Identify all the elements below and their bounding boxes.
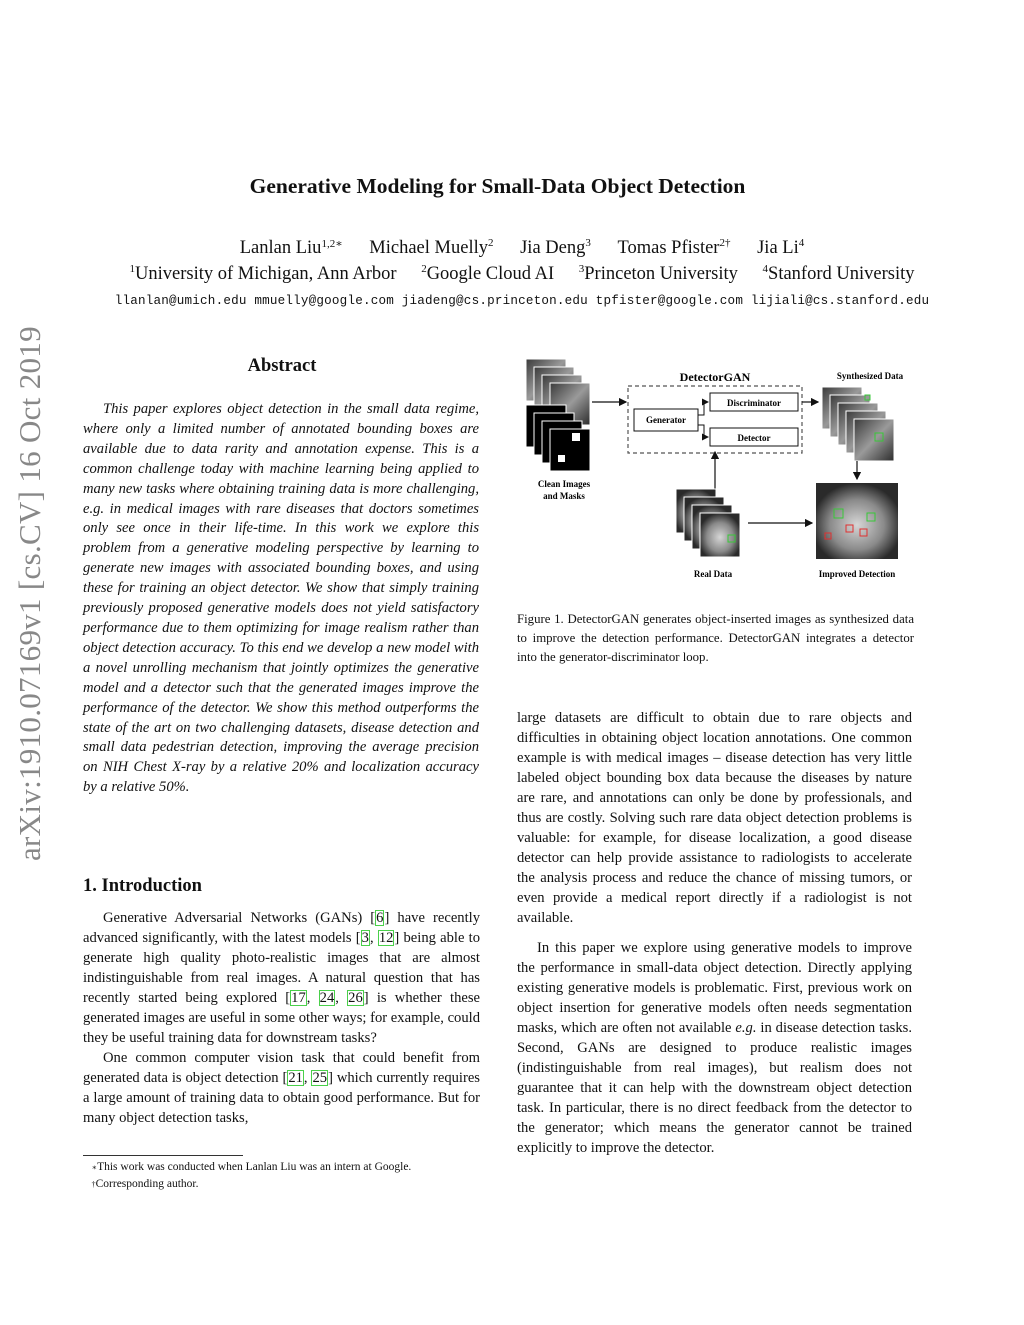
- citation-link[interactable]: 17: [291, 990, 306, 1006]
- flow-arrow: [698, 425, 708, 437]
- author: Jia Li$^4$: [757, 237, 805, 258]
- figure-label: Generator: [646, 415, 686, 425]
- figure-label: and Masks: [543, 491, 585, 501]
- footnote-divider: [83, 1155, 243, 1156]
- figure-caption: Figure 1. DetectorGAN generates object-inserted images as synthesized data to improve the detection performance. DetectorGAN integrates a detector into the generator-discriminator loop.: [517, 612, 914, 664]
- author: Jia Deng$^3$: [520, 237, 591, 258]
- section-heading: 1. Introduction: [83, 876, 202, 896]
- affiliation: $^1$University of Michigan, Ann Arbor: [129, 263, 397, 284]
- citation-link[interactable]: 25: [312, 1070, 328, 1086]
- paragraph: large datasets are difficult to obtain due to rare objects and difficulties in obtaining object location annotations. One common example is with medical images – disease detection has very little labeled object bounding box data because the diseases by nature are rare, and annotations can only be done by professionals, and thus are costly. Solving such rare data object detection problems is valuable: for example, for disease localization, a good disease detector can help provide assistance to radiologists to accelerate the analysis process and reduce the chance of missing tumors, or even provide a medical report directly if a radiologist is not available.: [517, 710, 912, 926]
- figure-label: Real Data: [693, 569, 733, 579]
- citation-link[interactable]: 26: [348, 990, 363, 1006]
- paragraph: One common computer vision task that could benefit from generated data is object detection [21, 25] which currently requires a large amount of training data to obtain good performance. But for many object detection tasks,: [83, 1050, 480, 1126]
- author: Tomas Pfister$^{2\dagger}$: [617, 237, 731, 258]
- figure-label: Discriminator: [727, 398, 781, 408]
- citation-link[interactable]: 24: [319, 990, 335, 1006]
- footnotes: [83, 1159, 503, 1193]
- flow-arrow: [698, 402, 708, 415]
- paragraph: Generative Adversarial Networks (GANs) [6] have recently advanced significantly, with the latest models [3, 12] being able to generate high quality photo-realistic images that are almost indistinguishable from real images. A natural question that has recently started being explored [17, 24, 26] is whether these generated images are useful in some other ways; for example, could they be useful training data for downstream tasks?: [83, 910, 481, 1046]
- footnote: †Corresponding author.: [91, 1178, 199, 1190]
- synthesized-images-stack: [822, 387, 894, 461]
- intro-body: [83, 908, 480, 1128]
- citation-link[interactable]: 12: [378, 930, 394, 946]
- figure-label: Synthesized Data: [836, 371, 904, 381]
- figure-detectorgan-diagram: [520, 355, 920, 595]
- footnote: ∗This work was conducted when Lanlan Liu was an intern at Google.: [91, 1161, 412, 1173]
- abstract-text: This paper explores object detection in the small data regime, where only a limited number of annotated bounding boxes are available due to data rarity and annotation expense. This is a common challenge today with machine learning being applied to many new tasks where obtaining training data is more challenging, e.g. in medical images with rare diseases that doctors sometimes only see once in their life-time. In this work we explore this problem from a generative modeling perspective by learning to generate new images with associated bounding boxes, and using these for training an object detector. We show that simply training previously proposed generative models does not yield satisfactory performance due to them optimizing for image realism rather than object detection accuracy. To this end we develop a new model with a novel unrolling mechanism that jointly optimizes the generative model and a detector such that the generated images improve the performance of the detector. We show this method outperforms the state of the art on two challenging datasets, disease detection and small data pedestrian detection, improving the average precision on NIH Chest X-ray by a relative 20% and localization accuracy by a relative 50%.: [83, 401, 479, 796]
- figure-label: Detector: [737, 433, 771, 443]
- figure-label: Improved Detection: [818, 569, 896, 579]
- arxiv-stamp: arXiv:1910.07169v1 [cs.CV] 16 Oct 2019: [12, 326, 47, 861]
- figure-label: DetectorGAN: [679, 370, 751, 384]
- real-images-stack: [676, 489, 740, 557]
- figure-label: Clean Images: [537, 479, 591, 489]
- affiliation: $^2$Google Cloud AI: [421, 263, 555, 284]
- author-list: [0, 238, 1024, 259]
- author-emails: llanlan@umich.edu mmuelly@google.com jiadeng@cs.princeton.edu tpfister@google.com lijiali@cs.stanford.edu: [114, 294, 930, 308]
- author: Michael Muelly$^2$: [369, 237, 494, 258]
- citation-link[interactable]: 3: [361, 930, 369, 946]
- affiliation: $^4$Stanford University: [762, 263, 915, 284]
- paper-title: Generative Modeling for Small-Data Object Detection: [249, 174, 746, 198]
- affiliation: $^3$Princeton University: [578, 263, 738, 284]
- right-column-body: [517, 708, 912, 1158]
- paragraph: In this paper we explore using generative models to improve the performance in small-data object detection. Directly applying existing generative models is problematic. First, previous work on object insertion for generative models often needs segmentation masks, which are often not available e.g. in disease detection tasks. Second, GANs are designed to produce realistic images (indistinguishable from real images), but realism does not guarantee that it can help with the downstream object detection task. In particular, there is no direct feedback from the detector to the generator; which means the generator cannot be trained explicitly to improve the detector.: [517, 940, 912, 1156]
- abstract-heading: Abstract: [247, 356, 317, 376]
- citation-link[interactable]: 6: [376, 910, 384, 926]
- citation-link[interactable]: 21: [288, 1070, 303, 1086]
- author: Lanlan Liu$^{1,2∗}$: [239, 238, 343, 258]
- improved-detection-image: [816, 483, 898, 559]
- affiliation-list: [0, 264, 1024, 285]
